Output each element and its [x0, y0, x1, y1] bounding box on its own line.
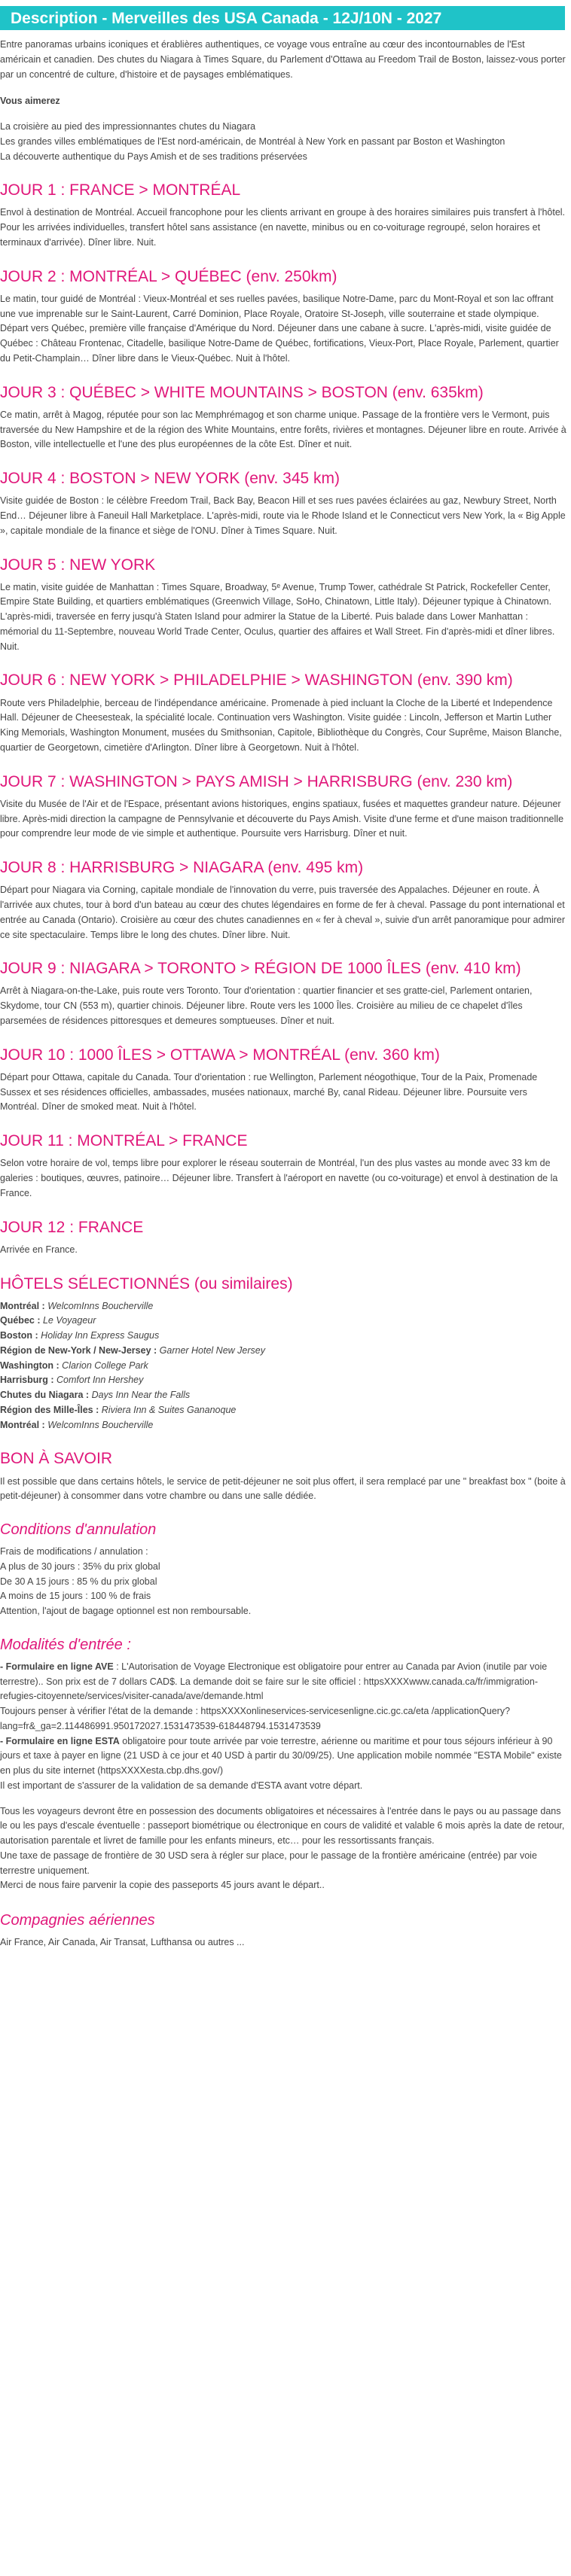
compagnies-section: [0, 1911, 566, 1950]
content: [0, 38, 571, 1950]
day-title: JOUR 8 : HARRISBURG > NIAGARA (env. 495 km): [0, 859, 364, 877]
day-text: Visite du Musée de l'Air et de l'Espace, présentant avions historiques, engins spatiaux, fusées et maquettes grandeur nature. Déjeuner libre. Après-midi direction la campagne de Pennsylvanie et découverte du Pays Amish. Visite d'une ferme et d'une maison traditionnelle pour comprendre leur mode de vie simple et authentique. Poursuite vers Harrisburg. Dîner et nuit.: [0, 798, 564, 839]
highlight-item: La croisière au pied des impressionnantes chutes du Niagara: [0, 121, 256, 132]
day-title: JOUR 2 : MONTRÉAL > QUÉBEC (env. 250km): [0, 267, 337, 285]
day-title: JOUR 4 : BOSTON > NEW YORK (env. 345 km): [0, 470, 340, 488]
ave-extra: Toujours penser à vérifier l'état de la demande : httpsXXXXonlineservices-servicesenligne.cic.gc.ca/eta /applicationQuery?lang=fr&_ga=2.114486991.950172027.1531473539-618448794.1531473539: [0, 1706, 511, 1731]
compagnies-title: Compagnies aériennes: [0, 1912, 155, 1929]
esta-extra: Il est important de s'assurer de la validation de sa demande d'ESTA avant votre départ.: [0, 1780, 363, 1791]
day-text: Le matin, tour guidé de Montréal : Vieux-Montréal et ses ruelles pavées, basilique Notre-Dame, parc du Mont-Royal et son lac offrant une vue imprenable sur le Saint-Laurent, Carré Dominion, Place Royale, Oratoire St-Joseph, ville souterraine et stade olympique. Départ vers Québec, première ville française d'Amérique du Nord. Déjeuner dans une cabane à sucre. L'après-midi, visite guidée de Québec : Château Frontenac, Citadelle, basilique Notre-Dame de Québec, fortifications, Vieux-Port, Place Royale, Parlement, quartier du Petit-Champlain… Dîner libre dans le Vieux-Québec. Nuit à l'hôtel.: [0, 293, 559, 364]
docs-paragraph: Merci de nous faire parvenir la copie des passeports 45 jours avant le départ..: [0, 1880, 325, 1891]
docs-paragraph: Tous les voyageurs devront être en possession des documents obligatoires et nécessaires à l'entrée dans le pays ou au passage dans le ou les pays d'escale éventuelle : passeport biométrique ou électronique en cours de validité et valable 6 mois après la date de retour, autorisation parentale et livret de famille pour les enfants mineurs, etc… pour les ressortissants français.: [0, 1805, 565, 1847]
hotel-city: Montréal :: [0, 1300, 45, 1311]
hotel-name: Comfort Inn Hershey: [56, 1375, 144, 1386]
day-8: [0, 858, 566, 942]
hotel-name: Le Voyageur: [42, 1315, 96, 1326]
hotel-name: Days Inn Near the Falls: [91, 1390, 191, 1401]
hotel-city: Région de New-York / New-Jersey :: [0, 1344, 157, 1356]
hotel-name: Garner Hotel New Jersey: [159, 1344, 265, 1356]
hotels-section: [0, 1274, 566, 1433]
annulation-line: Attention, l'ajout de bagage optionnel est non remboursable.: [0, 1606, 252, 1617]
day-9: [0, 959, 566, 1028]
hotel-item: [0, 1418, 566, 1433]
day-text: Le matin, visite guidée de Manhattan : Times Square, Broadway, 5ᵉ Avenue, Trump Tower, cathédrale St Patrick, Rockefeller Center, Empire State Building, et quartiers emblématiques (Greenwich Village, SoHo, Chinatown, Little Italy). Déjeuner typique à Chinatown. L'après-midi, traversée en ferry jusqu'à Staten Island pour admirer la Statue de la Liberté. Puis balade dans Lower Manhattan : mémorial du 11-Septembre, nouveau World Trade Center, Oculus, quartier des affaires et Wall Street. Fin d'après-midi et dîner libres. Nuit.: [0, 581, 555, 652]
hotel-name: Riviera Inn & Suites Gananoque: [101, 1404, 237, 1415]
annulation-line: De 30 A 15 jours : 85 % du prix global: [0, 1576, 157, 1587]
hotel-item: [0, 1388, 566, 1403]
day-title: JOUR 7 : WASHINGTON > PAYS AMISH > HARRISBURG (env. 230 km): [0, 772, 513, 790]
day-1: [0, 181, 566, 250]
day-title: JOUR 6 : NEW YORK > PHILADELPHIE > WASHINGTON (env. 390 km): [0, 671, 513, 690]
annulation-section: [0, 1521, 566, 1619]
day-title: JOUR 3 : QUÉBEC > WHITE MOUNTAINS > BOSTON (env. 635km): [0, 383, 484, 401]
day-text: Arrivée en France.: [0, 1244, 78, 1255]
hotel-item: [0, 1359, 566, 1374]
title-banner: [0, 6, 565, 30]
compagnies-text: Air France, Air Canada, Air Transat, Lufthansa ou autres ...: [0, 1937, 245, 1948]
highlights-title: Vous aimerez: [0, 96, 60, 107]
intro-paragraph: Entre panoramas urbains iconiques et érablières authentiques, ce voyage vous entraîne au cœur des incontournables de l'Est américain et canadien. Des chutes du Niagara à Times Square, du Parlement d'Ottawa au Freedom Trail de Boston, laissez-vous porter par un concentré de culture, d'histoire et de paysages emblématiques.: [0, 39, 566, 80]
hotel-city: Québec :: [0, 1315, 41, 1326]
hotel-item: [0, 1403, 566, 1418]
day-title: JOUR 1 : FRANCE > MONTRÉAL: [0, 181, 241, 199]
day-title: JOUR 12 : FRANCE: [0, 1218, 144, 1236]
highlights-list: [0, 120, 566, 164]
hotel-city: Boston :: [0, 1330, 38, 1341]
day-text: Départ pour Ottawa, capitale du Canada. Tour d'orientation : rue Wellington, Parlement néogothique, Tour de la Paix, Promenade Sussex et ses résidences officielles, ambassades, musées nationaux, marché By, canal Rideau. Déjeuner libre. Poursuite vers Montréal. Dîner de smoked meat. Nuit à l'hôtel.: [0, 1071, 538, 1113]
docs-paragraph: Une taxe de passage de frontière de 30 USD sera à régler sur place, pour le passage de la frontière américaine (entrée) par voie terrestre uniquement.: [0, 1850, 537, 1876]
hotel-item: [0, 1299, 566, 1314]
day-text: Départ pour Niagara via Corning, capitale mondiale de l'innovation du verre, puis traversée des Appalaches. Déjeuner en route. À l'arrivée aux chutes, tour à bord d'un bateau au cœur des chutes légendaires en forme de fer à cheval. Passage du pont international et entrée au Canada (Ontario). Croisière au cœur des chutes canadiennes en « fer à cheval », suivie d'un arrêt panoramique pour admirer ce site spectaculaire. Temps libre le long des chutes. Dîner libre. Nuit.: [0, 885, 566, 940]
hotel-item: [0, 1373, 566, 1388]
annulation-line: A plus de 30 jours : 35% du prix global: [0, 1561, 160, 1572]
day-text: Envol à destination de Montréal. Accueil francophone pour les clients arrivant en groupe à des horaires similaires puis transfert à l'hôtel. Pour les arrivées individuelles, transfert hôtel sans assistance (en navette, minibus ou en co-voiturage regroupé, selon horaires et terminaux d'arrivée). Dîner libre. Nuit.: [0, 207, 566, 248]
hotel-name: WelcomInns Boucherville: [47, 1419, 154, 1430]
annulation-line: A moins de 15 jours : 100 % de frais: [0, 1591, 151, 1602]
day-text: Ce matin, arrêt à Magog, réputée pour son lac Memphrémagog et son charme unique. Passage de la frontière vers le Vermont, puis traversée du New Hampshire et de la région des White Mountains, entre forêts, rivières et montagnes. Déjeuner libre en route. Arrivée à Boston, ville intellectuelle et l'une des plus européennes de la côte Est. Dîner et nuit.: [0, 409, 566, 450]
esta-paragraph: [0, 1734, 566, 1779]
bon-a-savoir-section: [0, 1449, 566, 1504]
hotel-city: Région des Mille-Îles :: [0, 1404, 99, 1415]
hotel-name: Clarion College Park: [62, 1360, 148, 1371]
page-title: Description - Merveilles des USA Canada - 12J/10N - 2027: [11, 9, 442, 27]
annulation-line: Frais de modifications / annulation :: [0, 1546, 148, 1557]
hotel-item: [0, 1314, 566, 1329]
day-text: Arrêt à Niagara-on-the-Lake, puis route vers Toronto. Tour d'orientation : quartier financier et ses gratte-ciel, Parlement ontarien, Skydome, tour CN (553 m), quartier chinois. Déjeuner libre. Route vers les 1000 Îles. Croisière au milieu de ce chapelet d'îles parsemées de résidences pittoresques et demeures somptueuses. Dîner et nuit.: [0, 985, 533, 1026]
hotel-city: Chutes du Niagara :: [0, 1390, 90, 1401]
day-text: Visite guidée de Boston : le célèbre Freedom Trail, Back Bay, Beacon Hill et ses rues pavées éclairées au gaz, Newbury Street, North End… Déjeuner libre à Faneuil Hall Marketplace. L'après-midi, route via le Rhode Island et le Connecticut vers New York, la « Big Apple », capitale mondiale de la finance et siège de l'ONU. Dîner à Times Square. Nuit.: [0, 495, 566, 536]
bon-a-savoir-text: Il est possible que dans certains hôtels, le service de petit-déjeuner ne soit plus offert, il sera remplacé par une " breakfast box " (boite à petit-déjeuner) à consommer dans votre chambre ou dans une salle dédiée.: [0, 1475, 566, 1502]
esta-label: - Formulaire en ligne ESTA: [0, 1735, 120, 1746]
annulation-title: Conditions d'annulation: [0, 1521, 157, 1539]
day-4: [0, 469, 566, 538]
day-title: JOUR 10 : 1000 ÎLES > OTTAWA > MONTRÉAL (env. 360 km): [0, 1046, 440, 1064]
day-2: [0, 267, 566, 367]
day-7: [0, 772, 566, 842]
day-3: [0, 383, 566, 452]
esta-text: obligatoire pour toute arrivée par voie terrestre, aérienne ou maritime et pour tous séjours inférieur à 90 jours et taxe à payer en ligne (21 USD à ce jour et 40 USD à partir du 30/09/25). Une application mobile nommée "ESTA Mobile" existe en plus du site internet (httpsXXXXesta.cbp.dhs.gov/): [0, 1735, 562, 1777]
bon-a-savoir-title: BON À SAVOIR: [0, 1450, 112, 1468]
day-text: Selon votre horaire de vol, temps libre pour explorer le réseau souterrain de Montréal, l'un des plus vastes au monde avec 33 km de galeries : boutiques, œuvres, patinoire… Déjeuner libre. Transfert à l'aéroport en navette (ou co-voiturage) et envol à destination de la France.: [0, 1158, 558, 1198]
hotel-city: Montréal :: [0, 1419, 45, 1430]
highlight-item: La découverte authentique du Pays Amish et de ses traditions préservées: [0, 151, 307, 162]
modalites-section: [0, 1636, 566, 1893]
hotel-item: [0, 1344, 566, 1359]
day-title: JOUR 9 : NIAGARA > TORONTO > RÉGION DE 1000 ÎLES (env. 410 km): [0, 960, 521, 978]
ave-text: : L'Autorisation de Voyage Electronique est obligatoire pour entrer au Canada par Avion (inutile par voie terrestre).. Son prix est de 7 dollars CAD$. La demande doit se faire sur le site officiel : httpsXXXXwww.canada.ca/fr/immigration-refugies-citoyennete/services/visiter-canada/ave/demande.html: [0, 1661, 548, 1702]
day-title: JOUR 11 : MONTRÉAL > FRANCE: [0, 1132, 248, 1150]
day-5: [0, 556, 566, 655]
hotel-name: WelcomInns Boucherville: [47, 1300, 154, 1311]
hotel-item: [0, 1329, 566, 1344]
day-11: [0, 1131, 566, 1201]
hotel-city: Harrisburg :: [0, 1375, 54, 1386]
ave-paragraph: [0, 1660, 566, 1704]
day-10: [0, 1046, 566, 1115]
highlight-item: Les grandes villes emblématiques de l'Est nord-américain, de Montréal à New York en passant par Boston et Washington: [0, 135, 505, 147]
hotels-title: HÔTELS SÉLECTIONNÉS (ou similaires): [0, 1274, 293, 1293]
day-6: [0, 671, 566, 755]
ave-label: - Formulaire en ligne AVE: [0, 1661, 114, 1672]
hotel-name: Holiday Inn Express Saugus: [41, 1330, 160, 1341]
hotel-city: Washington :: [0, 1360, 60, 1371]
modalites-title: Modalités d'entrée :: [0, 1636, 131, 1653]
day-text: Route vers Philadelphie, berceau de l'indépendance américaine. Promenade à pied incluant la Cloche de la Liberté et Independence Hall. Déjeuner de Cheesesteak, la spécialité locale. Continuation vers Washington. Visite guidée : Lincoln, Jefferson et Martin Luther King Memorials, Washington Monument, musées du Smithsonian, Capitole, Bibliothèque du Congrès, Cour Suprême, Maison Blanche, quartier de Georgetown, cimetière d'Arlington. Dîner libre à Georgetown. Nuit à l'hôtel.: [0, 697, 562, 753]
day-title: JOUR 5 : NEW YORK: [0, 556, 156, 574]
day-12: [0, 1218, 566, 1258]
